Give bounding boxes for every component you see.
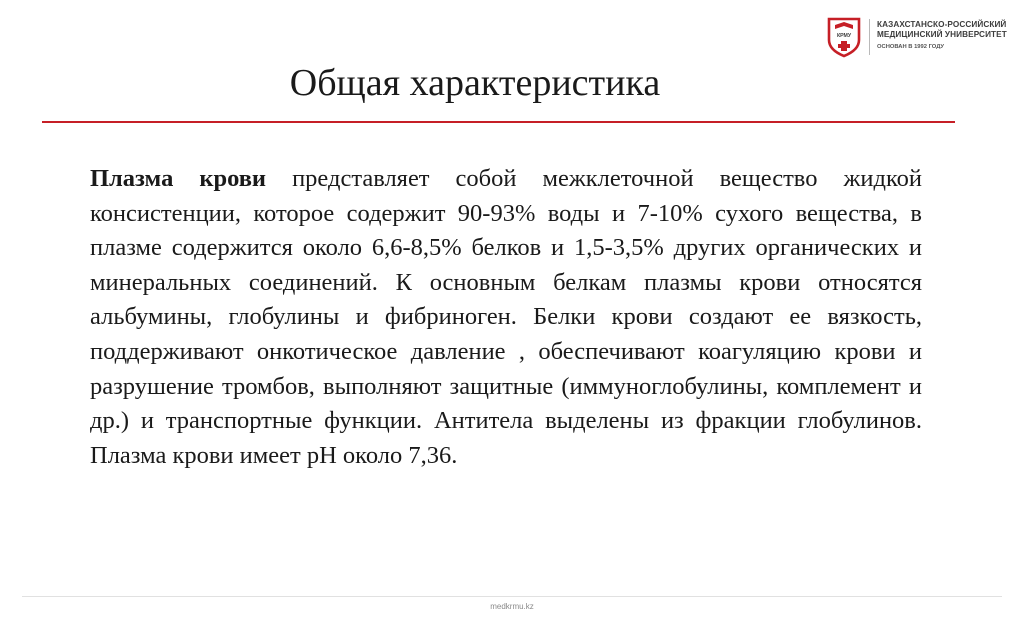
university-name (877, 20, 1007, 52)
logo-divider (869, 19, 870, 55)
slide-title: Общая характеристика (289, 62, 661, 104)
university-name-line1: КАЗАХСТАНСКО-РОССИЙСКИЙ (877, 20, 1007, 29)
university-logo (826, 16, 1016, 58)
emblem-label: КРМУ (836, 33, 852, 39)
footer-divider (22, 596, 1002, 597)
university-emblem-icon (826, 16, 862, 58)
body-text: представляет собой межклеточной вещество жидкой консистенции, которое содержит 90-93% воды и 7-10% сухого вещества, в плазме содержится около 6,6-8,5% белков и 1,5-3,5% других органических и минеральных соединений. К основным белкам плазмы крови относятся альбумины, глобулины и фибриноген. Белки крови создают ее вязкость, поддерживают онкотическое давление , обеспечивают коагуляцию крови и разрушение тромбов, выполняют защитные (иммуноглобулины, комплемент и др.) и транспортные функции. Антитела выделены из фракции глобулинов. Плазма крови имеет рН около 7,36. (90, 165, 922, 469)
lead-term: Плазма крови (90, 165, 267, 192)
founded-caption: ОСНОВАН В 1992 ГОДУ (877, 44, 945, 50)
university-name-line2: МЕДИЦИНСКИЙ УНИВЕРСИТЕТ (877, 30, 1007, 39)
footer-site: medkrmu.kz (490, 602, 534, 611)
title-underline (42, 121, 955, 123)
slide-body-paragraph (90, 162, 922, 473)
